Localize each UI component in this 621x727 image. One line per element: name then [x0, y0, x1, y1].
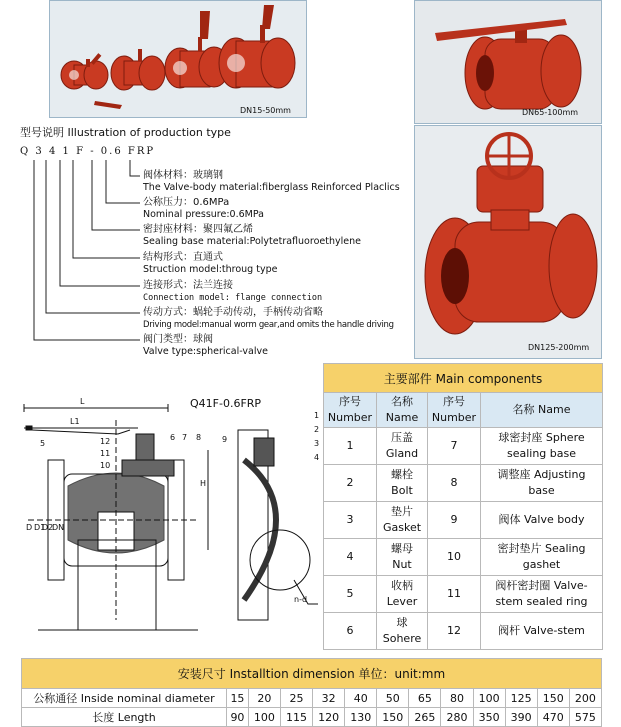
dim-label-l1: L1 — [70, 417, 80, 426]
code-char: - — [90, 146, 96, 157]
cell-length: 265 — [409, 708, 441, 727]
cell-number: 8 — [428, 465, 481, 502]
valve-section-diagram — [18, 390, 323, 652]
code-char: Q — [20, 146, 31, 157]
dim-label-l: L — [80, 397, 85, 406]
dimensions-title: 安装尺寸 Installtion dimension 单位：unit:mm — [22, 659, 602, 689]
legend-item-driving: 传动方式：蜗轮手动传动，手柄传动省略 Driving model:manual worm gear,and omits the handle driving — [143, 307, 394, 330]
part-label-4: 4 — [314, 453, 320, 462]
part-label-10: 10 — [100, 461, 111, 470]
row-label-length: 长度 Length — [22, 708, 227, 727]
dim-label-d: D — [26, 523, 33, 532]
table-row-diameter — [22, 689, 602, 708]
code-char: 1 — [62, 146, 71, 157]
dim-label-dn: DN — [52, 523, 65, 532]
table-row — [324, 539, 603, 576]
photo-valve-medium — [414, 0, 602, 124]
cell-name: 球 Sohere — [377, 613, 428, 650]
cell-diameter: 15 — [227, 689, 249, 708]
cell-number: 9 — [428, 502, 481, 539]
cell-diameter: 100 — [473, 689, 505, 708]
code-char: 0.6 — [100, 146, 123, 157]
cell-diameter: 40 — [345, 689, 377, 708]
cell-name: 调整座 Adjusting base — [481, 465, 603, 502]
dimensions-table — [21, 658, 602, 727]
cell-name: 密封垫片 Sealing gashet — [481, 539, 603, 576]
part-label-5: 5 — [40, 439, 46, 448]
cell-name: 垫片 Gasket — [377, 502, 428, 539]
cell-name: 阀体 Valve body — [481, 502, 603, 539]
cell-length: 130 — [345, 708, 377, 727]
code-char: FRP — [127, 146, 156, 157]
cell-name: 阀杆 Valve-stem — [481, 613, 603, 650]
code-char: 3 — [35, 146, 44, 157]
diagram-title: Q41F-0.6FRP — [190, 397, 262, 410]
cell-number: 4 — [324, 539, 377, 576]
table-row — [324, 502, 603, 539]
row-label-diameter: 公称通径 Inside nominal diameter — [22, 689, 227, 708]
cell-diameter: 32 — [313, 689, 345, 708]
code-char: 4 — [48, 146, 58, 157]
dim-label-d2: D2 — [42, 523, 54, 532]
cell-number: 11 — [428, 576, 481, 613]
cell-name: 阀杆密封圈 Valve- stem sealed ring — [481, 576, 603, 613]
cell-number: 1 — [324, 428, 377, 465]
cell-name: 球密封座 Sphere sealing base — [481, 428, 603, 465]
legend-item-type: 阀门类型：球阀 Valve type:spherical-valve — [143, 334, 268, 357]
legend-item-pressure: 公称压力：0.6MPa Nominal pressure:0.6MPa — [143, 197, 264, 220]
cell-diameter: 50 — [377, 689, 409, 708]
cell-number: 2 — [324, 465, 377, 502]
cell-diameter: 200 — [569, 689, 601, 708]
cell-diameter: 25 — [280, 689, 312, 708]
legend-item-connection: 连接形式：法兰连接 Connection model: flange connection — [143, 280, 323, 303]
components-title: 主要部件 Main components — [324, 364, 603, 393]
cell-length: 280 — [441, 708, 473, 727]
legend-item-struction: 结构形式：直通式 Struction model:throug type — [143, 252, 278, 275]
cell-diameter: 65 — [409, 689, 441, 708]
cell-number: 6 — [324, 613, 377, 650]
cell-diameter: 80 — [441, 689, 473, 708]
part-label-2: 2 — [314, 425, 320, 434]
part-label-3: 3 — [314, 439, 320, 448]
cell-number: 3 — [324, 502, 377, 539]
cell-length: 100 — [248, 708, 280, 727]
valve-photo-medium-image — [415, 1, 601, 123]
code-char: F — [76, 146, 86, 157]
table-row-length — [22, 708, 602, 727]
cell-length: 575 — [569, 708, 601, 727]
cell-length: 470 — [537, 708, 569, 727]
cell-name: 压盖 Gland — [377, 428, 428, 465]
cell-length: 150 — [377, 708, 409, 727]
photo-caption-medium: DN65-100mm — [522, 108, 579, 117]
photo-caption-large: DN125-200mm — [528, 343, 590, 352]
cell-length: 390 — [505, 708, 537, 727]
valve-photo-large-image — [415, 126, 601, 358]
cell-length: 90 — [227, 708, 249, 727]
cell-number: 7 — [428, 428, 481, 465]
dim-label-h: H — [200, 479, 207, 488]
cell-diameter: 125 — [505, 689, 537, 708]
table-row — [324, 613, 603, 650]
cell-diameter: 20 — [248, 689, 280, 708]
table-row — [324, 465, 603, 502]
part-label-8: 8 — [196, 433, 202, 442]
part-label-1: 1 — [314, 411, 320, 420]
cell-number: 10 — [428, 539, 481, 576]
legend-item-sealing: 密封座材料：聚四氟乙烯 Sealing base material:Polytetrafluoroethylene — [143, 224, 361, 247]
part-label-11: 11 — [100, 449, 111, 458]
model-leader-lines — [0, 0, 160, 360]
photo-valve-large — [414, 125, 602, 359]
cell-diameter: 150 — [537, 689, 569, 708]
photo-caption-small: DN15-50mm — [240, 106, 291, 115]
part-label-12: 12 — [100, 437, 111, 446]
part-label-7: 7 — [182, 433, 188, 442]
legend-item-material: 阀体材料：玻璃钢 The Valve-body material:fiberglass Reinforced Placlics — [143, 170, 400, 193]
table-row — [324, 576, 603, 613]
cell-number: 5 — [324, 576, 377, 613]
table-row — [324, 428, 603, 465]
cell-name: 收柄 Lever — [377, 576, 428, 613]
col-header-name: 名称 Name — [377, 393, 428, 428]
col-header-number: 序号 Number — [324, 393, 377, 428]
dim-label-d1: D1 — [34, 523, 46, 532]
cell-length: 350 — [473, 708, 505, 727]
col-header-name-2: 名称 Name — [481, 393, 603, 428]
part-label-9: 9 — [222, 435, 228, 444]
model-title: 型号说明 Illustration of production type — [20, 126, 231, 139]
cell-name: 螺母 Nut — [377, 539, 428, 576]
components-table — [323, 363, 603, 650]
cell-number: 12 — [428, 613, 481, 650]
dim-label-nd: n-d — [294, 595, 308, 604]
cell-name: 螺栓 Bolt — [377, 465, 428, 502]
col-header-number-2: 序号 Number — [428, 393, 481, 428]
cell-length: 120 — [313, 708, 345, 727]
part-label-6: 6 — [170, 433, 176, 442]
cell-length: 115 — [280, 708, 312, 727]
